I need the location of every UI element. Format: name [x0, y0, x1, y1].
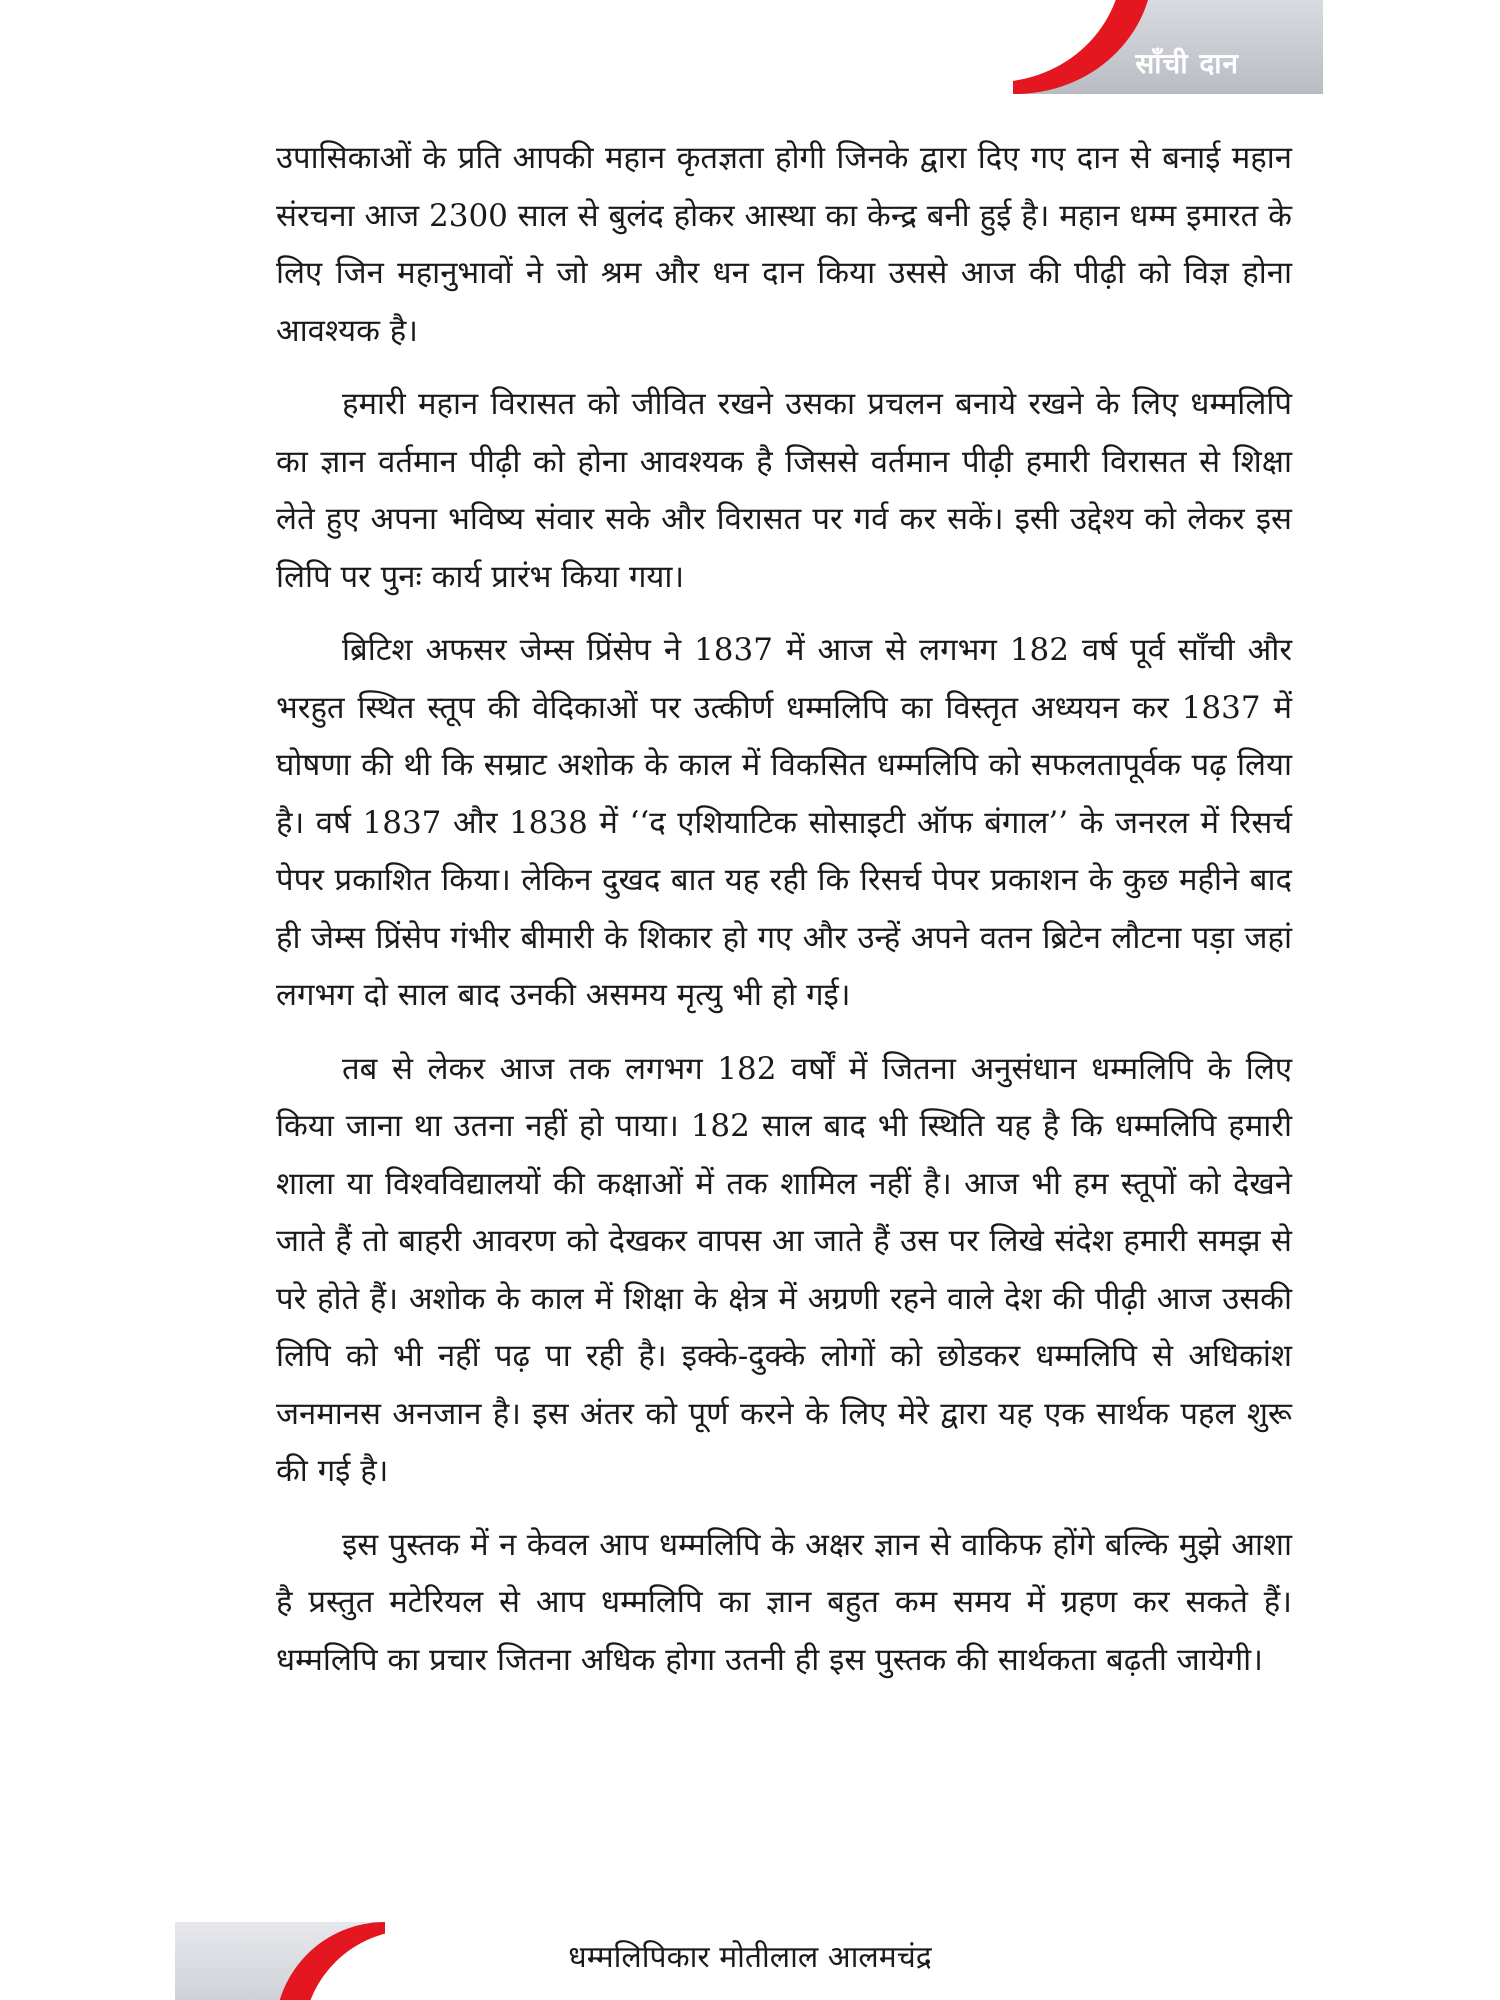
paragraph-5: इस पुस्तक में न केवल आप धम्मलिपि के अक्षर ज्ञान से वाकिफ होंगे बल्कि मुझे आशा है प्रस्तुत मटेरियल से आप धम्मलिपि का ज्ञान बहुत कम समय में ग्रहण कर सकते हैं। धम्मलिपि का प्रचार जितना अधिक होगा उतनी ही इस पुस्तक की सार्थकता बढ़ती जायेगी।	[276, 1526, 1292, 1678]
footer-author: धम्मलिपिकार मोतीलाल आलमचंद्र	[568, 1940, 932, 1975]
paragraph-2: हमारी महान विरासत को जीवित रखने उसका प्रचलन बनाये रखने के लिए धम्मलिपि का ज्ञान वर्तमान पीढ़ी को होना आवश्यक है जिससे वर्तमान पीढ़ी हमारी विरासत से शिक्षा लेते हुए अपना भविष्य संवार सके और विरासत पर गर्व कर सकें। इसी उद्देश्य को लेकर इस लिपि पर पुनः कार्य प्रारंभ किया गया।	[276, 386, 1292, 595]
section-header-tab	[1013, 0, 1323, 94]
paragraph-3: ब्रिटिश अफसर जेम्स प्रिंसेप ने 1837 में आज से लगभग 182 वर्ष पूर्व साँची और भरहुत स्थित स्तूप की वेदिकाओं पर उत्कीर्ण धम्मलिपि का विस्तृत अध्ययन कर 1837 में घोषणा की थी कि सम्राट अशोक के काल में विकसित धम्मलिपि को सफलतापूर्वक पढ़ लिया है। वर्ष 1837 और 1838 में ‘‘द एशियाटिक सोसाइटी ऑफ बंगाल’’ के जनरल में रिसर्च पेपर प्रकाशित किया। लेकिन दुखद बात यह रही कि रिसर्च पेपर प्रकाशन के कुछ महीने बाद ही जेम्स प्रिंसेप गंभीर बीमारी के शिकार हो गए और उन्हें अपने वतन ब्रिटेन लौटना पड़ा जहां लगभग दो साल बाद उनकी असमय मृत्यु भी हो गई।	[276, 632, 1292, 1013]
paragraph-1: उपासिकाओं के प्रति आपकी महान कृतज्ञता होगी जिनके द्वारा दिए गए दान से बनाई महान संरचना आज 2300 साल से बुलंद होकर आस्था का केन्द्र बनी हुई है। महान धम्म इमारत के लिए जिन महानुभावों ने जो श्रम और धन दान किया उससे आज की पीढ़ी को विज्ञ होना आवश्यक है।	[276, 140, 1292, 349]
paragraph-4: तब से लेकर आज तक लगभग 182 वर्षों में जितना अनुसंधान धम्मलिपि के लिए किया जाना था उतना नहीं हो पाया। 182 साल बाद भी स्थिति यह है कि धम्मलिपि हमारी शाला या विश्वविद्यालयों की कक्षाओं में तक शामिल नहीं है। आज भी हम स्तूपों को देखने जाते हैं तो बाहरी आवरण को देखकर वापस आ जाते हैं उस पर लिखे संदेश हमारी समझ से परे होते हैं। अशोक के काल में शिक्षा के क्षेत्र में अग्रणी रहने वाले देश की पीढ़ी आज उसकी लिपि को भी नहीं पढ़ पा रही है। इक्के-दुक्के लोगों को छोडकर धम्मलिपि से अधिकांश जनमानस अनजान है। इस अंतर को पूर्ण करने के लिए मेरे द्वारा यह एक सार्थक पहल शुरू की गई है।	[276, 1050, 1292, 1489]
page-body	[276, 130, 1292, 1705]
section-title: साँची दान	[1135, 47, 1239, 80]
